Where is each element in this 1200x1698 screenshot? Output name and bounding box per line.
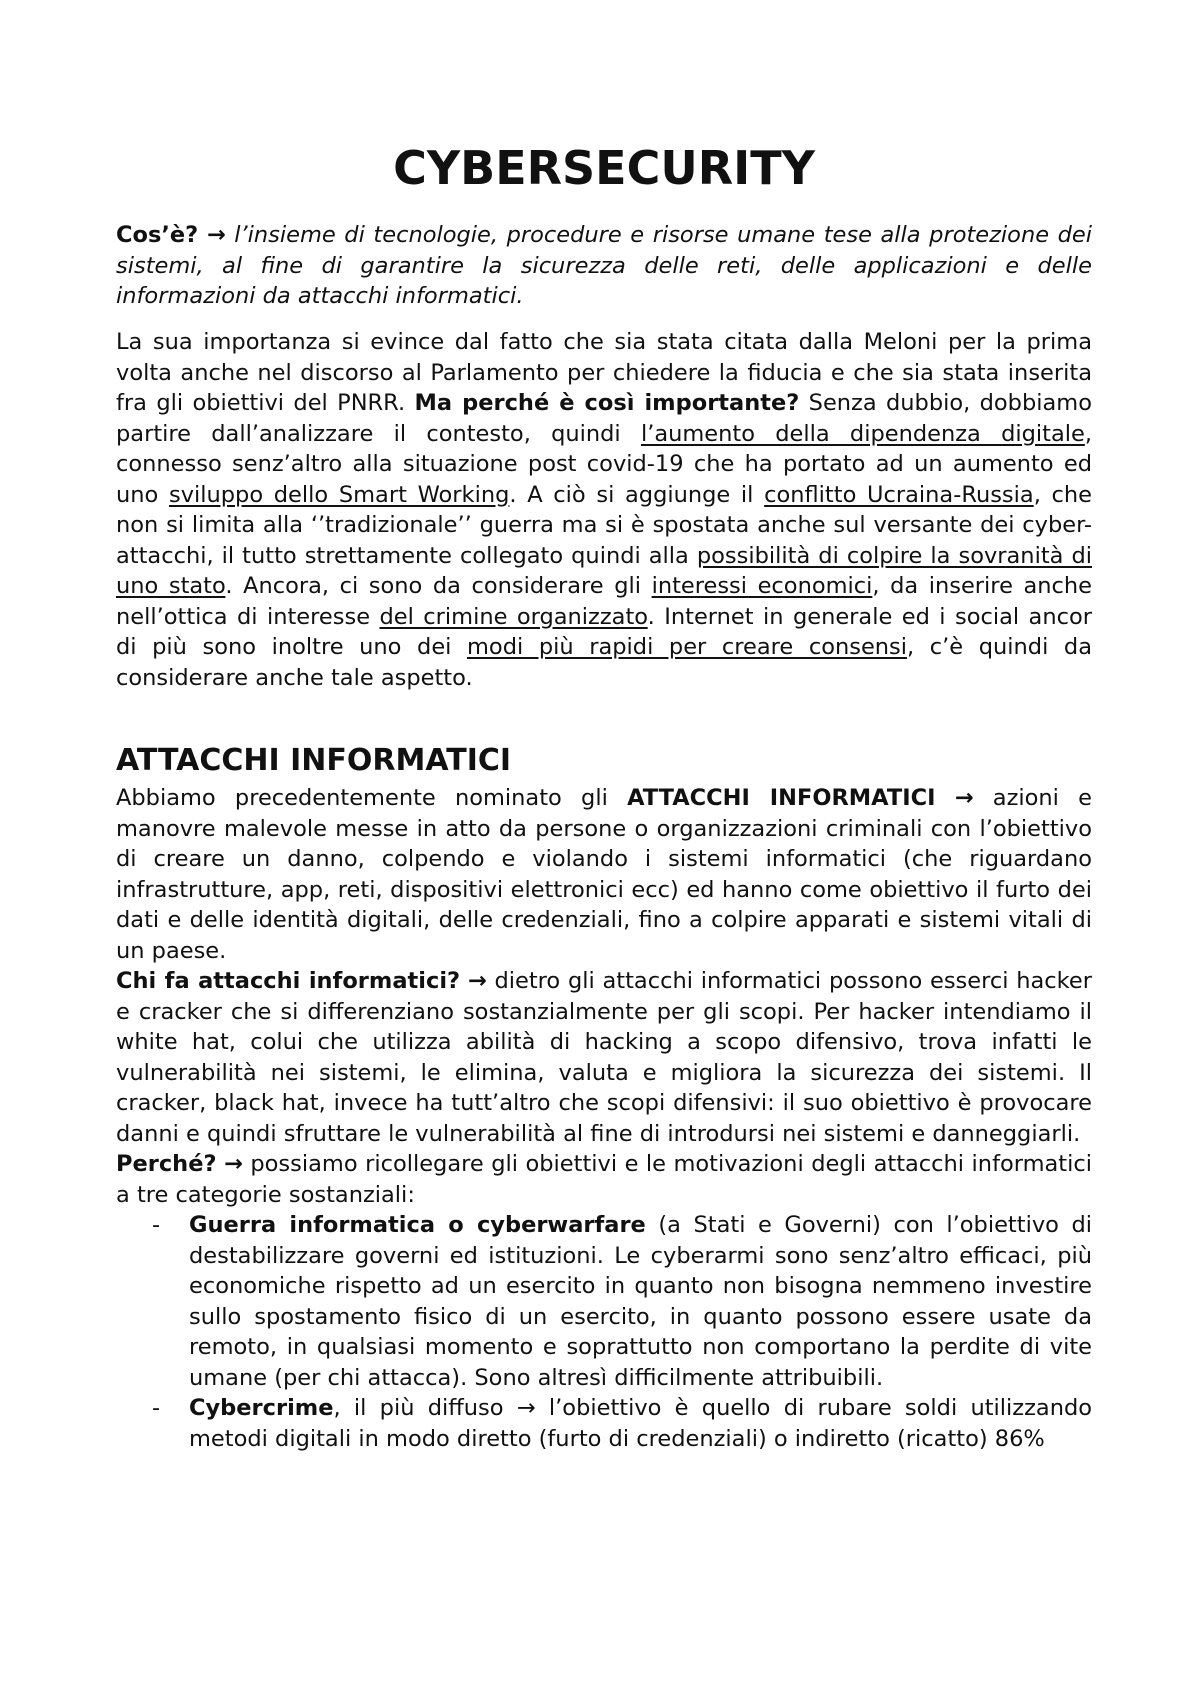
list-item-title: Guerra informatica o cyberwarfare [189, 1212, 646, 1238]
underlined-phrase: sviluppo dello Smart Working [168, 481, 510, 508]
section-heading: ATTACCHI INFORMATICI [116, 743, 512, 778]
arrow-icon: → [467, 968, 487, 994]
intro-text: , connesso senz’altro alla situazione post covid-19 che ha portato ad un aumento ed uno [116, 420, 1092, 508]
body-text: dietro gli attacchi informatici possono esserci hacker e cracker che si differenziano sostanzialmente per gli scopi. Per hacker intendiamo il white hat, colui che utilizza abilità di hacking a scopo difensivo, trova infatti le vulnerabilità nei sistemi, le elimina, valuta e migliora la sicurezza dei sistemi. Il cracker, black hat, invece ha tutt’altro che scopi difensivi: il suo obiettivo è provocare danni e quindi sfruttare le vulnerabilità al fine di introdursi nei sistemi e danneggiarli. [116, 968, 1092, 1147]
intro-text: Senza dubbio, dobbiamo partire dall’analizzare il contesto, quindi [116, 390, 1092, 447]
body-text: possiamo ricollegare gli obiettivi e le motivazioni degli attacchi informatici a tre categorie sostanziali: [116, 1151, 1093, 1208]
underlined-phrase: l’aumento della dipendenza digitale [640, 420, 1085, 447]
list-item-text: , il più diffuso [333, 1395, 517, 1421]
list-item-title: Cybercrime [189, 1395, 334, 1421]
intro-text: , da inserire anche nell’ottica di interesse [116, 573, 1092, 630]
list-item-text: (a Stati e Governi) con l’obiettivo di destabilizzare governi ed istituzioni. Le cyberarmi sono senz’altro efficaci, più economiche rispetto ad un esercito in quanto non bisogna nemmeno investire sullo spostamento fisico di un esercito, in quanto possono essere usate da remoto, in qualsiasi momento e soprattutto non comportano la perdite di vite umane (per chi attacca). Sono altresì difficilmente attribuibili. [189, 1212, 1092, 1391]
intro-text: . A ciò si aggiunge il [509, 481, 765, 508]
intro-text: La sua importanza si evince dal fatto che sia stata citata dalla Meloni per la prima volta anche nel discorso al Parlamento per chiedere la fiducia e che sia stata inserita fra gli obiettivi del PNRR. [116, 329, 1092, 416]
question-label: Perché? [116, 1151, 217, 1177]
underlined-phrase: possibilità di colpire la sovranità di uno stato [116, 542, 1092, 599]
intro-question: Ma perché è così importante? [414, 390, 800, 416]
definition-label: Cos’è? [116, 222, 199, 248]
question-label: Chi fa attacchi informatici? [116, 968, 461, 994]
who-paragraph [116, 966, 1092, 1149]
arrow-icon: → [954, 785, 974, 811]
intro-text: , c’è quindi da considerare anche tale aspetto. [116, 634, 1092, 691]
intro-text: . Ancora, ci sono da considerare gli [225, 573, 652, 599]
list-item-text: l’obiettivo è quello di rubare soldi utilizzando metodi digitali in modo diretto (furto di credenziali) o indiretto (ricatto) 86% [189, 1395, 1093, 1452]
underlined-phrase: interessi economici [651, 573, 873, 599]
intro-paragraph [116, 327, 1092, 693]
arrow-icon: → [206, 222, 226, 248]
intro-text: . Internet in generale ed i social ancor di più sono inoltre uno dei [116, 603, 1092, 660]
intro-text: , che non si limita alla ‘’tradizionale’’ guerra ma si è spostata anche sul versante dei cyber-attacchi, il tutto strettamente collegato quindi alla [116, 481, 1092, 569]
underlined-phrase: conflitto Ucraina-Russia [764, 481, 1034, 508]
why-paragraph [116, 1149, 1092, 1210]
list-item [116, 1210, 1092, 1393]
body-text: azioni e manovre malevole messe in atto da persone o organizzazioni criminali con l’obiettivo di creare un danno, colpendo e violando i sistemi informatici (che riguardano infrastrutture, app, reti, dispositivi elettronici ecc) ed hanno come obiettivo il furto dei dati e delle identità digitali, delle credenziali, fino a colpire apparati e sistemi vitali di un paese. [116, 785, 1093, 964]
attacks-definition-paragraph [116, 783, 1092, 966]
bullet-dash: - [152, 1395, 161, 1421]
underlined-phrase: del crimine organizzato [379, 603, 648, 630]
underlined-phrase: modi più rapidi per creare consensi [467, 634, 908, 660]
body-text: Abbiamo precedentemente nominato gli [116, 785, 628, 811]
list-item [116, 1393, 1092, 1454]
arrow-icon: → [516, 1395, 536, 1421]
categories-list [116, 1210, 1092, 1454]
bold-term: ATTACCHI INFORMATICI [627, 785, 936, 811]
bullet-dash: - [152, 1212, 161, 1238]
attacks-section [116, 783, 1092, 1454]
definition-paragraph [116, 220, 1092, 312]
page-title: CYBERSECURITY [393, 141, 815, 195]
arrow-icon: → [224, 1151, 243, 1177]
definition-text: l’insieme di tecnologie, procedure e risorse umane tese alla protezione dei sistemi, al fine di garantire la sicurezza delle reti, delle applicazioni e delle informazioni da attacchi informatici. [116, 222, 1092, 309]
